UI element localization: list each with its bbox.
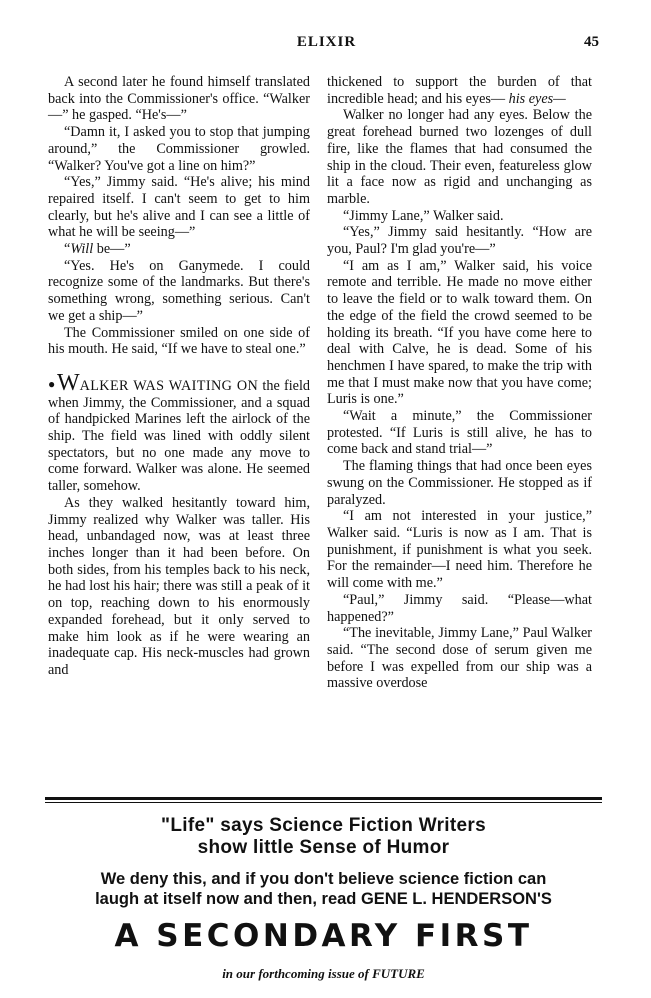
- section-bullet-icon: ●: [48, 376, 56, 391]
- section-head: [48, 369, 310, 495]
- right-column: [327, 74, 592, 692]
- paragraph: “I am not interested in your justice,” Walker said. “Luris is now as I am. That is punishment, if punishment is what you seek. For the remainder—I need him. Therefore he will come with me.”: [327, 508, 592, 592]
- section-head-caps: ALKER WAS WAITING ON: [79, 377, 259, 394]
- divider-rule-thin: [45, 802, 602, 803]
- will-be-rest: be—”: [93, 241, 131, 258]
- open-quote: “: [64, 241, 71, 258]
- paragraph: “Damn it, I asked you to stop that jumping around,” the Commissioner growled. “Walker? You've got a line on him?”: [48, 124, 310, 174]
- page-number: 45: [584, 34, 599, 50]
- paragraph: A second later he found himself translated back into the Commissioner's office. “Walker—” he gasped. “He's—”: [48, 74, 310, 124]
- paragraph-continuation: [327, 74, 592, 107]
- paragraph-will-be: [48, 241, 310, 258]
- paragraph: “The inevitable, Jimmy Lane,” Paul Walker said. “The second dose of serum given me before I was expelled from our ship was a massive overdose: [327, 625, 592, 692]
- page-header: [54, 34, 599, 54]
- paragraph: “Yes. He's on Ganymede. I could recognize some of the landmarks. But there's something wrong, something serious. Can't we get a ship—”: [48, 257, 310, 324]
- paragraph: “Yes,” Jimmy said hesitantly. “How are you, Paul? I'm glad you're—”: [327, 224, 592, 258]
- paragraph: The flaming things that had once been eyes swung on the Commissioner. He stopped as if paralyzed.: [327, 458, 592, 508]
- italic-his-eyes: his eyes—: [508, 90, 566, 107]
- left-column: [48, 74, 310, 679]
- advertisement: [45, 815, 602, 982]
- ad-title: A SECONDARY FIRST: [114, 918, 533, 954]
- paragraph: Walker no longer had any eyes. Below the great forehead burned two lozenges of dull fire, like the flames that had consumed the ship in the cloud. Their even, featureless glow lit a face now as rigid and unchanging as marble.: [327, 107, 592, 207]
- ad-quote-line-1: "Life" says Science Fiction Writers: [161, 815, 486, 836]
- dropcap: W: [56, 369, 80, 396]
- continuation-text: thickened to support the burden of that incredible head; and his eyes—: [327, 74, 592, 107]
- ad-body-line-1: We deny this, and if you don't believe science fiction can: [100, 870, 547, 888]
- paragraph: “Wait a minute,” the Commissioner protested. “If Luris is still alive, he has to come back and stand trial—”: [327, 408, 592, 458]
- paragraph: “Paul,” Jimmy said. “Please—what happened?”: [327, 591, 592, 625]
- italic-will: Will: [70, 241, 94, 258]
- paragraph: “Jimmy Lane,” Walker said.: [343, 207, 504, 224]
- paragraph: “I am as I am,” Walker said, his voice remote and terrible. He made no move either to leave the field or to walk toward them. On the edge of the field the crowd seemed to be holding its breath. “If you have come here to deal with Calve, he is dead. Some of his henchmen I have spared, to make the trip with me that I must make now that you have come; Luris is one.”: [327, 257, 592, 408]
- paragraph: “Yes,” Jimmy said. “He's alive; his mind repaired itself. I can't seem to get to him clearly, but he's alive and I can see a little of what he will be seeing—”: [48, 174, 310, 241]
- paragraph: The Commissioner smiled on one side of his mouth. He said, “If we have to steal one.”: [48, 324, 310, 358]
- section-head-text: the field when Jimmy, the Commissioner, and a squad of handpicked Marines left the airlock of the ship. The field was lined with oddly silent spectators, but no one made any move to come forward. Walker was alone. He seemed taller, somehow.: [48, 377, 310, 495]
- paragraph: As they walked hesitantly toward him, Jimmy realized why Walker was taller. His head, unbandaged now, was at least three inches longer than it had been before. On both sides, from his temples back to his neck, he had lost his hair; there was still a peak of it on top, reaching down to his enormously expanded forehead, but it only served to make him look as if he were wearing an inadequate cap. His neck-muscles had grown and: [48, 494, 310, 678]
- divider-rule: [45, 797, 602, 800]
- ad-body-line-2: laugh at itself now and then, read GENE L. HENDERSON'S: [95, 890, 552, 908]
- ad-footer: in our forthcoming issue of FUTURE: [222, 966, 425, 981]
- running-title: ELIXIR: [296, 34, 357, 50]
- ad-quote-line-2: show little Sense of Humor: [197, 837, 450, 858]
